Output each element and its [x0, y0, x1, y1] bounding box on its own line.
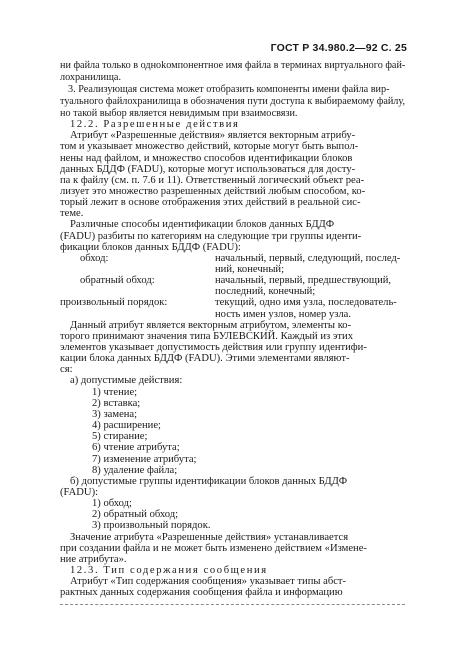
text-line: нены над файлом, и множество способов идентификации блоков	[60, 152, 353, 164]
list-item: 4) расширение;	[92, 420, 161, 431]
text-line: ся:	[60, 364, 73, 376]
section-heading: 12.3. Тип содержания сообщения	[70, 565, 268, 576]
text-line: Различные способы идентификации блоков данных БДДФ	[70, 219, 335, 231]
list-item: 1) чтение;	[92, 386, 138, 398]
text-line: Данный атрибут является векторным атрибутом, элементы ко-	[70, 319, 352, 331]
list-item: 7) изменение атрибута;	[92, 453, 197, 465]
text-line: рактных данных содержания сообщения файла и информацию	[60, 587, 343, 599]
text-line: па к файлу (см. п. 7.6 и 11). Ответственный логический объект реа-	[60, 174, 365, 186]
text-line: (FADU):	[60, 486, 99, 498]
text-line: ни файла только в одноkомпонентное имя файла в терминах виртуального фай-	[60, 60, 406, 71]
page-header: ГОСТ Р 34.980.2—92 С. 25	[270, 42, 407, 54]
text-line: при создании файла и не может быть изменено действием «Измене-	[60, 542, 367, 554]
group-label: обратный обход:	[80, 275, 155, 287]
group-items: текущий, одно имя узла, последователь-	[215, 297, 397, 309]
text-line: Атрибут «Разрешенные действия» является векторным атрибу-	[70, 130, 356, 142]
text-line: фикации блоков данных БДДФ (FADU):	[60, 241, 241, 253]
group-items: начальный, первый, следующий, послед-	[215, 252, 401, 264]
group-label: произвольный порядок:	[60, 297, 168, 309]
text-line: лохранилища.	[60, 72, 121, 83]
text-line: элементов указывает допустимость действия или группу идентифи-	[60, 342, 367, 353]
list-item: 5) стирание;	[92, 431, 148, 443]
text-line: ние атрибута».	[60, 553, 127, 565]
group-items: ность имен узлов, номер узла.	[215, 308, 352, 320]
list-item: 2) вставка;	[92, 397, 141, 409]
list-item: 1) обход;	[92, 498, 132, 510]
text-line: Атрибут «Тип содержания сообщения» указывает типы абст-	[70, 576, 347, 588]
list-heading: а) допустимые действия:	[70, 375, 183, 387]
text-line: кации блока данных БДДФ (FADU). Этими элементами являют-	[60, 353, 350, 365]
text-line: том и указывает множество действий, которые могут быть выпол-	[60, 141, 359, 153]
section-heading: 12.2. Разрешенные действия	[70, 119, 240, 130]
text-line: (FADU) разбиты по категориям на следующие три группы иденти-	[60, 230, 362, 242]
list-item: 6) чтение атрибута;	[92, 442, 180, 454]
text-line: Значение атрибута «Разрешенные действия» устанавливается	[70, 531, 349, 543]
text-line: 3. Реализующая система может отобразить компоненты имени файла вир-	[68, 84, 390, 95]
group-label: обход:	[80, 252, 109, 264]
list-item: 8) удаление файла;	[92, 464, 178, 476]
list-item: 3) замена;	[92, 408, 138, 420]
list-heading: б) допустимые группы идентификации блоков данных БДДФ	[70, 475, 348, 487]
group-items: последний, конечный;	[215, 286, 316, 298]
text-line: туального файлохранилища в обозначения пути доступа к выбираемому файлу,	[60, 96, 406, 107]
text-line: торый лежит в основе отображения этих действий в реальной сис-	[60, 197, 361, 209]
list-item: 2) обратный обход;	[92, 509, 179, 521]
text-line: лизует это множество разрешенных действий любым способом, ко-	[60, 185, 366, 197]
text-line: но такой выбор является невидимым при взаимосвязи.	[60, 108, 298, 119]
text-line: торого принимают значения типа БУЛЕВСКИЙ. Каждый из этих	[60, 330, 353, 342]
group-items: ний, конечный;	[215, 264, 285, 275]
list-item: 3) произвольный порядок.	[92, 520, 211, 532]
text-line: данных БДДФ (FADU), которые могут использоваться для досту-	[60, 163, 356, 175]
group-items: начальный, первый, предшествующий,	[215, 275, 392, 287]
footer-rule	[60, 604, 405, 605]
text-line: теме.	[60, 208, 84, 220]
